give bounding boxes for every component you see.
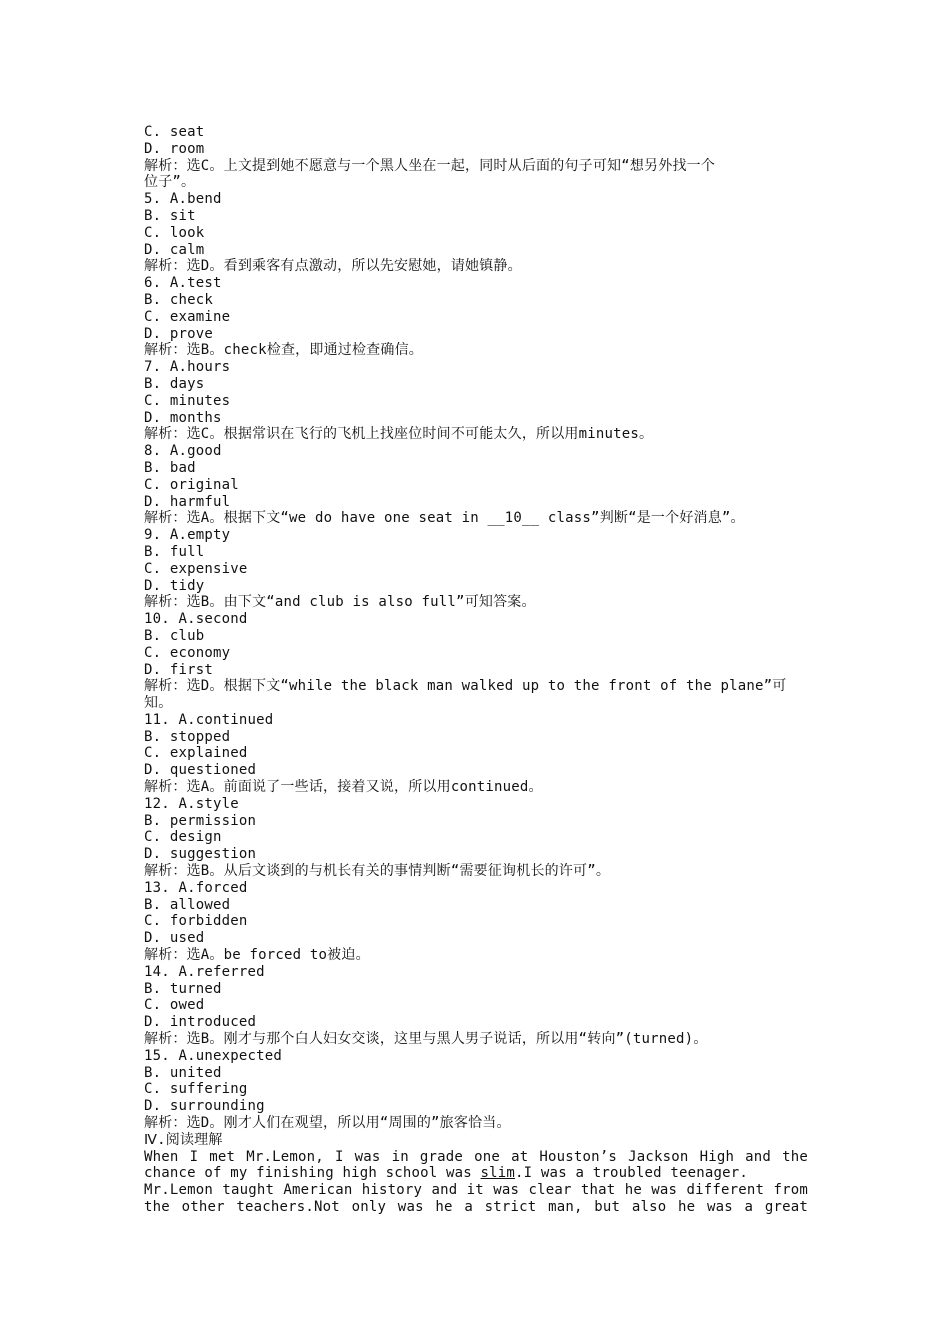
text-line: 解析：选B。由下文“and club is also full”可知答案。 <box>144 594 536 611</box>
text-line: 解析：选A。be forced to被迫。 <box>144 947 370 964</box>
text-line: 解析：选D。看到乘客有点激动，所以先安慰她，请她镇静。 <box>144 258 522 275</box>
text-line: B. bad <box>144 459 196 476</box>
text-line: 解析：选A。前面说了一些话，接着又说，所以用continued。 <box>144 779 543 796</box>
passage-line <box>144 1165 808 1182</box>
text-line: Ⅳ.阅读理解 <box>144 1131 223 1148</box>
text-line: 解析：选D。刚才人们在观望，所以用“周围的”旅客恰当。 <box>144 1115 511 1132</box>
passage-text: chance of my finishing high school was <box>144 1165 481 1182</box>
underlined-word: slim <box>480 1165 516 1182</box>
text-line: 12. A.style <box>144 795 239 812</box>
text-line: 解析：选C。上文提到她不愿意与一个黑人坐在一起，同时从后面的句子可知“想另外找一个 <box>144 157 716 174</box>
text-line: C. explained <box>144 745 248 762</box>
text-line: D. introduced <box>144 1014 257 1031</box>
text-line: D. suggestion <box>144 846 257 863</box>
passage-text: .I was a troubled teenager. <box>515 1165 749 1182</box>
text-line: B. full <box>144 543 205 560</box>
text-line: 13. A.forced <box>144 879 248 896</box>
text-line: 位子”。 <box>144 174 196 191</box>
text-line: C. examine <box>144 308 231 325</box>
text-line: B. united <box>144 1064 222 1081</box>
text-line: D. room <box>144 140 205 157</box>
text-line: D. calm <box>144 241 205 258</box>
text-line: C. forbidden <box>144 913 248 930</box>
text-line: 解析：选B。刚才与那个白人妇女交谈，这里与黑人男子说话，所以用“转向”(turned)。 <box>144 1031 708 1048</box>
text-line: C. design <box>144 829 222 846</box>
text-line: 8. A.good <box>144 443 222 460</box>
text-line: B. sit <box>144 207 196 224</box>
text-line: D. questioned <box>144 762 257 779</box>
text-line: 15. A.unexpected <box>144 1047 283 1064</box>
text-line: 知。 <box>144 695 173 712</box>
text-line: 解析：选D。根据下文“while the black man walked up to the front of the plane”可 <box>144 678 787 695</box>
answer-lines <box>144 124 808 1149</box>
text-line: 11. A.continued <box>144 711 274 728</box>
text-line: 解析：选B。从后文谈到的与机长有关的事情判断“需要征询机长的许可”。 <box>144 863 611 880</box>
text-line: D. prove <box>144 325 214 342</box>
text-line: B. club <box>144 627 205 644</box>
text-line: 解析：选C。根据常识在飞行的飞机上找座位时间不可能太久，所以用minutes。 <box>144 426 654 443</box>
text-line: C. economy <box>144 644 231 661</box>
text-line: 10. A.second <box>144 611 248 628</box>
text-line: C. minutes <box>144 392 231 409</box>
text-line: 14. A.referred <box>144 963 265 980</box>
text-line: B. check <box>144 291 214 308</box>
text-line: D. tidy <box>144 577 205 594</box>
text-line: D. first <box>144 661 214 678</box>
text-line: D. harmful <box>144 493 231 510</box>
text-line: B. allowed <box>144 896 231 913</box>
text-line: D. months <box>144 409 222 426</box>
text-line: 7. A.hours <box>144 359 231 376</box>
passage-line: Mr.Lemon taught American history and it was clear that he was different from <box>144 1182 808 1199</box>
text-line: B. stopped <box>144 728 231 745</box>
text-line: 9. A.empty <box>144 527 231 544</box>
text-line: B. permission <box>144 812 257 829</box>
text-line: B. days <box>144 375 205 392</box>
text-line: 5. A.bend <box>144 191 222 208</box>
document-page <box>144 124 808 1216</box>
text-line: 解析：选B。check检查，即通过检查确信。 <box>144 342 423 359</box>
text-line: 解析：选A。根据下文“we do have one seat in __10__ class”判断“是一个好消息”。 <box>144 510 745 527</box>
text-line: B. turned <box>144 980 222 997</box>
text-line: C. original <box>144 476 239 493</box>
text-line: D. used <box>144 930 205 947</box>
text-line: C. seat <box>144 124 205 140</box>
passage-line: the other teachers.Not only was he a strict man, but also he was a great <box>144 1199 808 1215</box>
text-line: D. surrounding <box>144 1098 265 1115</box>
reading-passage <box>144 1149 808 1216</box>
text-line: 6. A.test <box>144 275 222 292</box>
text-line: C. suffering <box>144 1081 248 1098</box>
passage-line: When I met Mr.Lemon, I was in grade one at Houston’s Jackson High and the <box>144 1148 808 1165</box>
text-line: C. expensive <box>144 560 248 577</box>
text-line: C. look <box>144 224 205 241</box>
text-line: C. owed <box>144 997 205 1014</box>
